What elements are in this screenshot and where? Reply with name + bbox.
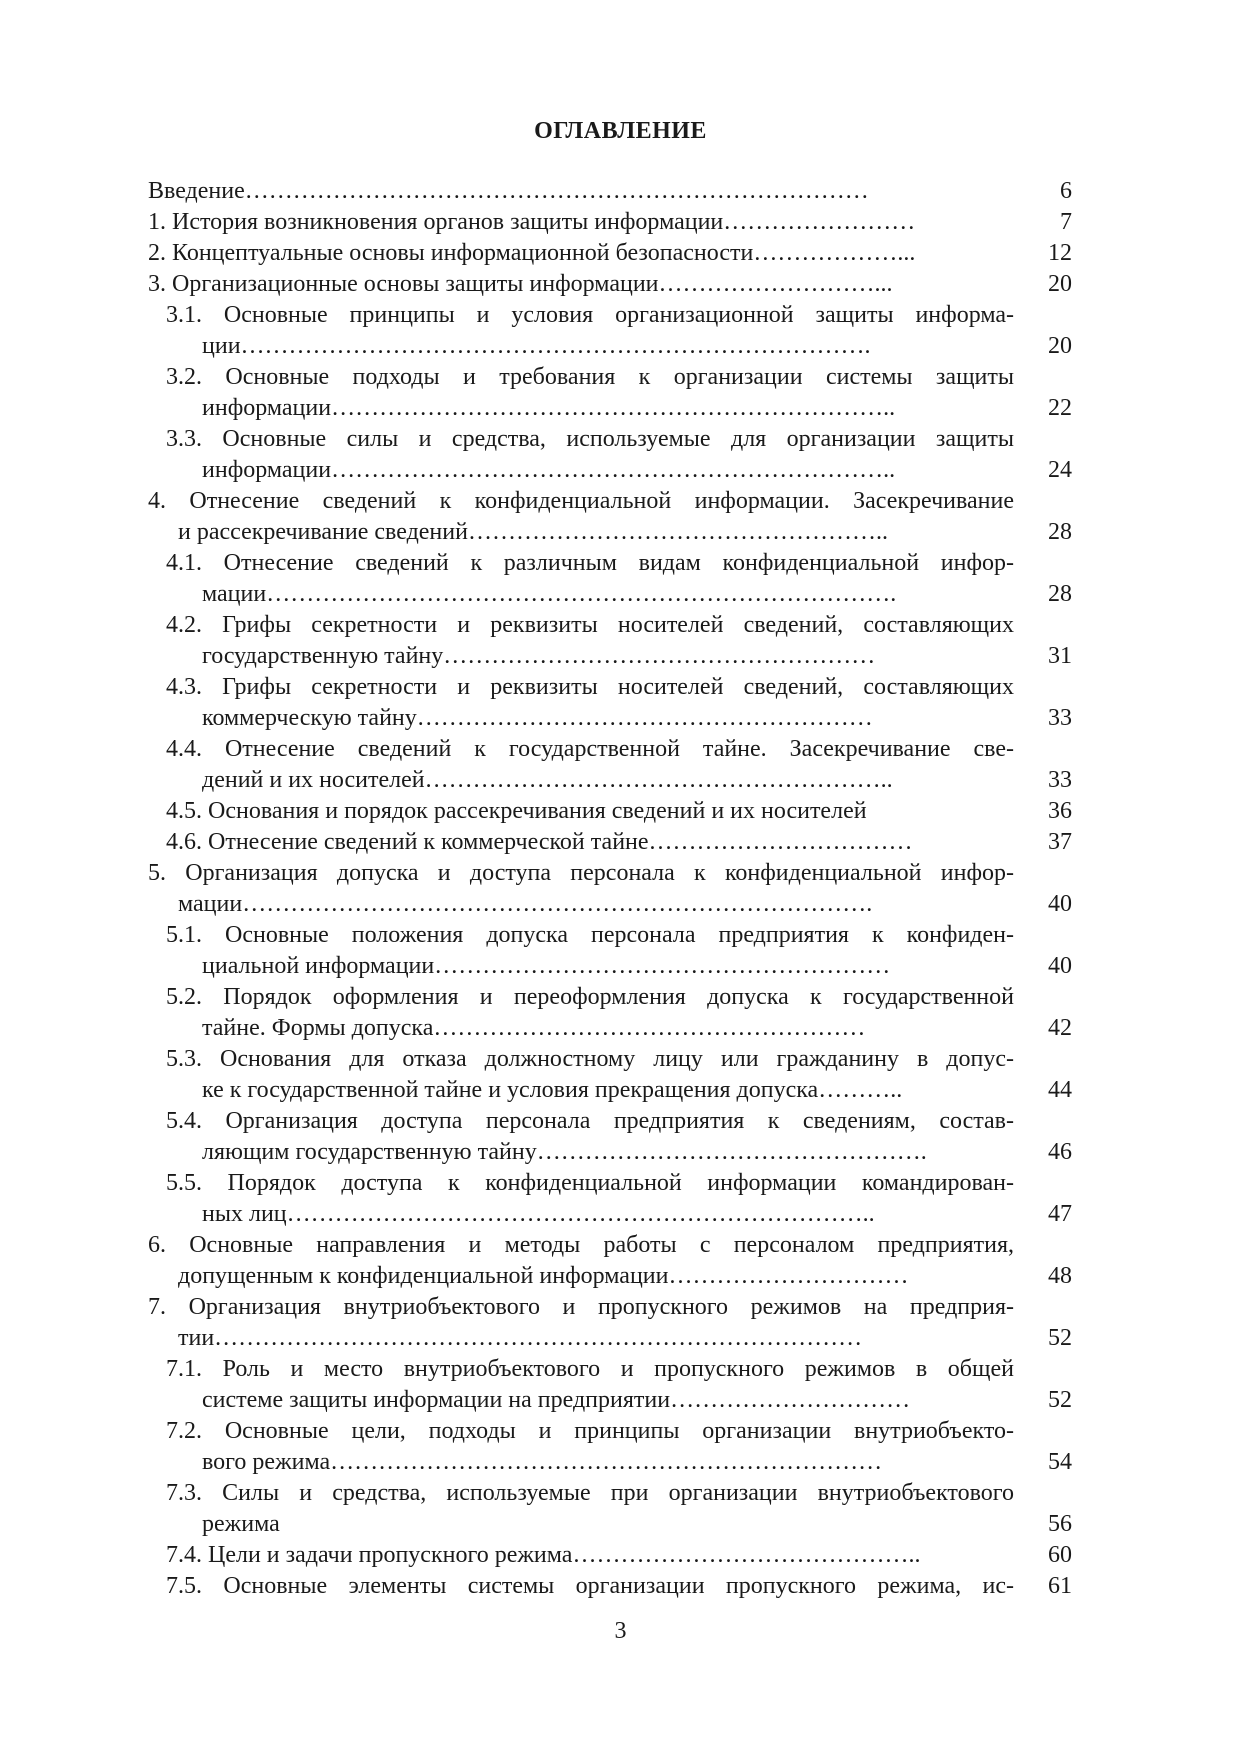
toc-page-number: 48 xyxy=(1048,1263,1072,1289)
toc-page-number: 20 xyxy=(1048,271,1072,297)
toc-title: ОГЛАВЛЕНИЕ xyxy=(534,118,707,144)
toc-page-number: 42 xyxy=(1048,1015,1072,1041)
toc-page-number: 28 xyxy=(1048,519,1072,545)
toc-page-number: 20 xyxy=(1048,333,1072,359)
toc-page-number: 46 xyxy=(1048,1139,1072,1165)
toc-page-number: 33 xyxy=(1048,705,1072,731)
toc-page-number: 52 xyxy=(1048,1325,1072,1351)
toc-page-number: 61 xyxy=(1048,1573,1072,1599)
toc-page-number: 54 xyxy=(1048,1449,1072,1475)
page-number: 3 xyxy=(614,1618,627,1644)
toc-page-number: 56 xyxy=(1048,1511,1072,1537)
toc-page-number: 31 xyxy=(1048,643,1072,669)
toc-page-number: 37 xyxy=(1048,829,1072,855)
toc-page-number: 6 xyxy=(1060,178,1072,204)
toc-page-number: 40 xyxy=(1048,891,1072,917)
toc-page-number: 24 xyxy=(1048,457,1072,483)
toc-page-number: 28 xyxy=(1048,581,1072,607)
toc-page-number: 52 xyxy=(1048,1387,1072,1413)
toc-page-number: 12 xyxy=(1048,240,1072,266)
toc-page-number: 33 xyxy=(1048,767,1072,793)
toc-page-number: 22 xyxy=(1048,395,1072,421)
toc-page-number: 36 xyxy=(1048,798,1072,824)
toc-page-number: 7 xyxy=(1060,209,1072,235)
toc-page-number: 47 xyxy=(1048,1201,1072,1227)
toc-page-number: 60 xyxy=(1048,1542,1072,1568)
toc-page-number: 44 xyxy=(1048,1077,1072,1103)
toc-page-number: 40 xyxy=(1048,953,1072,979)
